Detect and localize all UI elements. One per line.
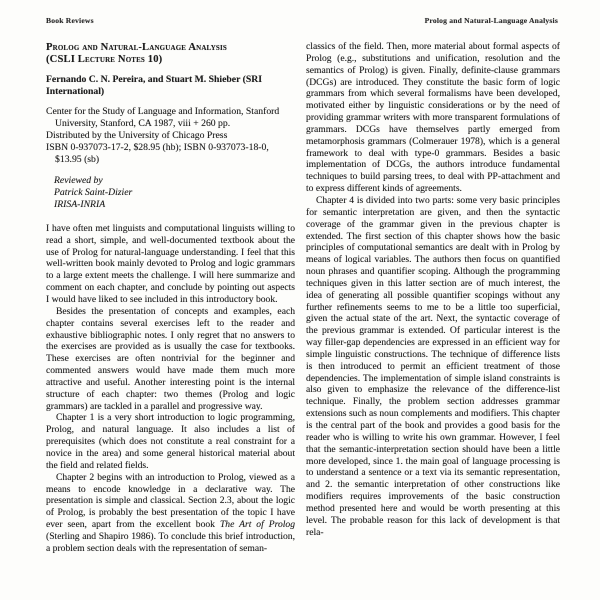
paragraph-text: Chapter 2 begins with an introduction to Prolog, viewed as a means to encode knowledge in a declarative way. The presentation is simple and classical. Section 2.3, about the logic of Prolog, is probably the best presentation of the topic I have ever seen, apart from the excellent book — [46, 471, 296, 531]
publication-distributor: Distributed by the University of Chicago Press — [46, 130, 228, 142]
running-head — [46, 16, 558, 25]
review-paragraph: I have often met linguists and computational linguists willing to read a short, simple, and well-documented textbook about the use of Prolog for natural-language understanding. I feel that this well-written book mainly devoted to Prolog and logic grammars to a large extent meets the challenge. I will here summarize and comment on each chapter, and conclude by pointing out aspects I would have liked to see included in this introductory book. — [46, 222, 296, 305]
reviewed-by-label: Reviewed by — [54, 174, 103, 186]
running-head-right: Prolog and Natural-Language Analysis — [424, 16, 558, 25]
review-paragraph: Chapter 1 is a very short introduction to logic programming, Prolog, and natural language. It also includes a list of prerequisites (which does not constitute a real constraint for a novice in the area) and some general historical material about the field and related fields. — [46, 412, 296, 471]
right-column — [306, 40, 560, 600]
book-title-line2: (CSLI Lecture Notes 10) — [46, 54, 163, 66]
left-column — [46, 40, 295, 600]
running-head-left: Book Reviews — [46, 16, 94, 25]
book-authors: Fernando C. N. Pereira, and Stuart M. Shieber (SRI International) — [46, 74, 262, 98]
review-paragraph: Chapter 4 is divided into two parts: some very basic principles for semantic interpretation are given, and then the syntactic coverage of the grammar given in the previous chapter is extended. The first section of this chapter shows how the basic principles of computational semantics are dealt with in Prolog by means of logical variables. The authors then focus on quantified noun phrases and quantifier scoping. Although the programming techniques given in this latter section are of much interest, the idea of generating all possible quantifier scopings without any further refinements seems to me to be a little too superficial, given the actual state of the art. Next, the syntactic coverage of the previous grammar is extended. Of particular interest is the way filler-gap dependencies are expressed in an efficient way for simple linguistic constructions. The technique of difference lists is then introduced to permit an efficient treatment of those dependencies. The implementation of simple island constraints is also given to emphasize the relevance of the difference-list technique. Finally, the problem section addresses grammar extensions such as noun complements and modifiers. This chapter is the central part of the book and provides a good basis for the reader who is willing to write his own grammar. However, I feel that the semantic-interpretation section should have been a little more developed, since 1. the main goal of language processing is to understand a sentence or a text via its semantic representation, and 2. the semantic interpretation of other constructions like modifiers requires improvements of the basic construction method presented here and would be worth presenting at this level. The probable reason for this lack of development is that rela- — [306, 194, 560, 538]
paragraph-text: (Sterling and Shapiro 1986). To conclude this brief introduction, a problem section deals with the representation of seman- — [46, 530, 296, 554]
reviewer-block — [54, 175, 295, 211]
publication-info — [46, 106, 295, 166]
review-paragraph: classics of the field. Then, more material about formal aspects of Prolog (e.g., substitutions and unification, resolution and the semantics of Prolog) is given. Finally, definite-clause grammars (DCGs) are introduced. They constitute the basic form of logic grammars from which several formalisms have been developed, motivated either by linguistic considerations or by the need of providing grammar writers with more transparent formulations of grammars. DCGs have themselves partly emerged from metamorphosis grammars (Colmerauer 1978), which is a general framework to deal with type-0 grammars. Besides a basic implementation of DCGs, the authors introduce fundamental techniques to build parsing trees, to deal with PP-attachment and to express different kinds of agreements. — [306, 41, 560, 195]
review-paragraph: Besides the presentation of concepts and examples, each chapter contains several exercises left to the reader and exhaustive bibliographic notes. I only regret that no answers to the exercises are provided as is usually the case for textbooks. These exercises are often nontrivial for the beginner and commented answers would have made them much more attractive and useful. Another interesting point is the internal structure of each chapter: two themes (Prolog and logic grammars) are tackled in a parallel and progressive way. — [46, 305, 296, 412]
reviewer-affiliation: IRISA-INRIA — [54, 198, 106, 210]
publication-publisher: Center for the Study of Language and Information, Stanford University, Stanford, CA 1987, viii + 260 pp. — [46, 106, 280, 130]
book-title-line1: Prolog and Natural-Language Analysis — [46, 42, 227, 53]
publication-isbn: ISBN 0-937073-17-2, $28.95 (hb); ISBN 0-937073-18-0, $13.95 (sb) — [46, 142, 269, 166]
cited-book-title: The Art of Prolog — [219, 519, 296, 531]
reviewer-name: Patrick Saint-Dizier — [54, 186, 133, 198]
two-column-text-area — [46, 40, 560, 600]
review-paragraph — [46, 472, 295, 555]
book-title — [46, 42, 295, 66]
